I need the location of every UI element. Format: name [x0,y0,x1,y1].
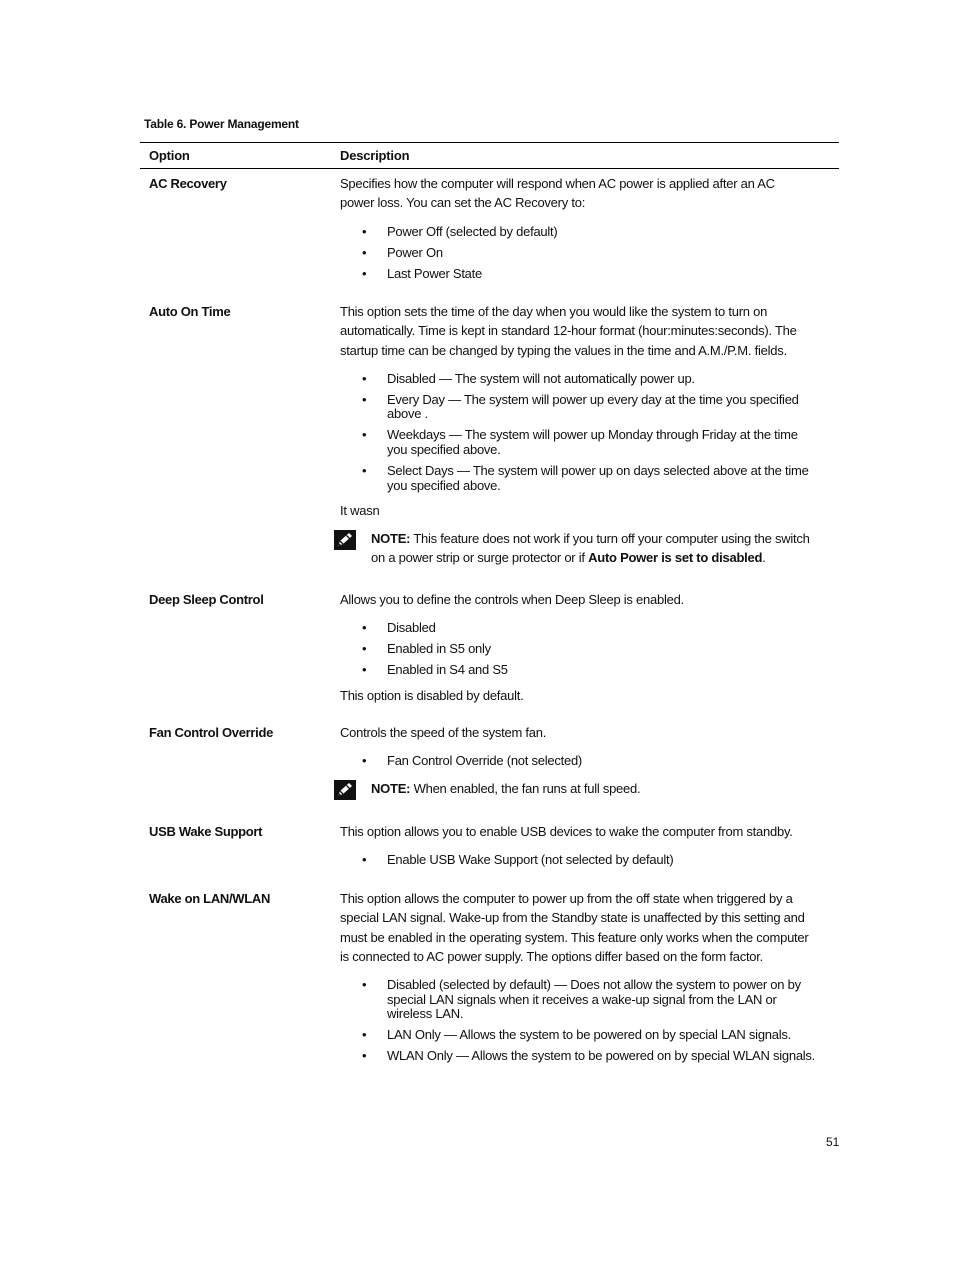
header-option: Option [149,148,190,163]
option-list [340,853,834,868]
table-header [140,142,839,169]
bullet-icon: • [362,265,367,281]
description-line: startup time can be changed by typing the values in the time and A.M./P.M. fields. [340,342,787,358]
option-list [340,754,834,769]
option-list [340,978,834,1064]
pencil-note-icon [334,530,356,550]
description-line: Allows you to define the controls when Deep Sleep is enabled. [340,592,684,607]
list-item: • WLAN Only — Allows the system to be powered on by special WLAN signals. [362,1048,816,1064]
list-item: • Disabled (selected by default) — Does not allow the system to power on by special LAN signals when it receives a wake-up signal from the LAN or wireless LAN. [362,977,801,1022]
list-item: • Enabled in S5 only [362,641,491,657]
description-line: Controls the speed of the system fan. [340,725,547,740]
bullet-icon: • [362,662,367,678]
bullet-icon: • [362,427,367,443]
bullet-icon: • [362,641,367,657]
description-line: This option sets the time of the day when you would like the system to turn on [340,304,768,319]
table-caption: Table 6. Power Management [144,117,299,131]
list-item: • LAN Only — Allows the system to be powered on by special LAN signals. [362,1027,792,1043]
bullet-icon: • [362,977,367,993]
bullet-icon: • [362,620,367,636]
option-description [340,889,834,1070]
bullet-icon: • [362,753,367,769]
option-list [340,621,834,678]
description-line: power loss. You can set the AC Recovery to: [340,195,586,211]
description-line: Specifies how the computer will respond when AC power is applied after an AC [340,176,775,191]
list-item: • Power On [362,244,443,260]
bullet-icon: • [362,370,367,386]
description-line: This option is disabled by default. [340,687,524,703]
page-number: 51 [826,1135,840,1149]
option-description [340,723,834,798]
description-line: is connected to AC power supply. The options differ based on the form factor. [340,948,764,964]
option-description [340,590,834,705]
description-line: automatically. Time is kept in standard 12-hour format (hour:minutes:seconds). The [340,323,797,339]
bullet-icon: • [362,1027,367,1043]
bullet-icon: • [362,463,367,479]
option-name: Deep Sleep Control [149,592,264,607]
bullet-icon: • [362,852,367,868]
bullet-icon: • [362,1048,367,1064]
list-item: • Enable USB Wake Support (not selected by default) [362,852,674,868]
note-block [340,779,834,798]
power-management-table [140,142,839,1064]
list-item: • Every Day — The system will power up every day at the time you specified above . [362,391,799,422]
note-text: This feature does not work if you turn off your computer using the switch [410,530,810,546]
bullet-icon: • [362,244,367,260]
note-label: NOTE: [371,530,411,546]
description-line: It wasn [340,503,380,519]
bullet-icon: • [362,223,367,239]
list-item: • Enabled in S4 and S5 [362,662,508,678]
note-text: When enabled, the fan runs at full speed. [410,780,641,796]
description-line: This option allows the computer to power up from the off state when triggered by a [340,891,793,906]
option-description [340,174,834,288]
note-block: NOTE: This feature does not work if you turn off your computer using the switch on a power strip or surge protector or if Auto Power is set to disabled. [340,529,834,567]
note-label: NOTE: [371,780,411,796]
description-line: special LAN signal. Wake-up from the Standby state is unaffected by this setting and [340,910,805,926]
list-item: • Power Off (selected by default) [362,223,558,239]
option-list [340,372,834,493]
bullet-icon: • [362,391,367,407]
option-list [340,225,834,282]
note-text: on a power strip or surge protector or if [371,549,589,565]
list-item: • Fan Control Override (not selected) [362,753,583,769]
list-item: • Disabled [362,620,436,636]
list-item: • Disabled — The system will not automatically power up. [362,370,695,386]
option-description [340,302,834,567]
option-description [340,822,834,874]
description-line: must be enabled in the operating system. This feature only works when the computer [340,929,809,945]
list-item: • Last Power State [362,265,482,281]
list-item: • Select Days — The system will power up on days selected above at the time you specified above. [362,463,809,493]
option-name: AC Recovery [149,176,227,191]
option-name: Fan Control Override [149,725,274,740]
description-line: This option allows you to enable USB devices to wake the computer from standby. [340,824,793,839]
option-name: USB Wake Support [149,824,263,839]
pencil-note-icon [334,780,356,800]
header-description: Description [340,148,410,163]
note-emphasis: Auto Power is set to disabled [588,549,763,565]
option-name: Wake on LAN/WLAN [149,891,271,906]
list-item: • Weekdays — The system will power up Monday through Friday at the time you specified above. [362,427,798,458]
option-name: Auto On Time [149,304,231,319]
